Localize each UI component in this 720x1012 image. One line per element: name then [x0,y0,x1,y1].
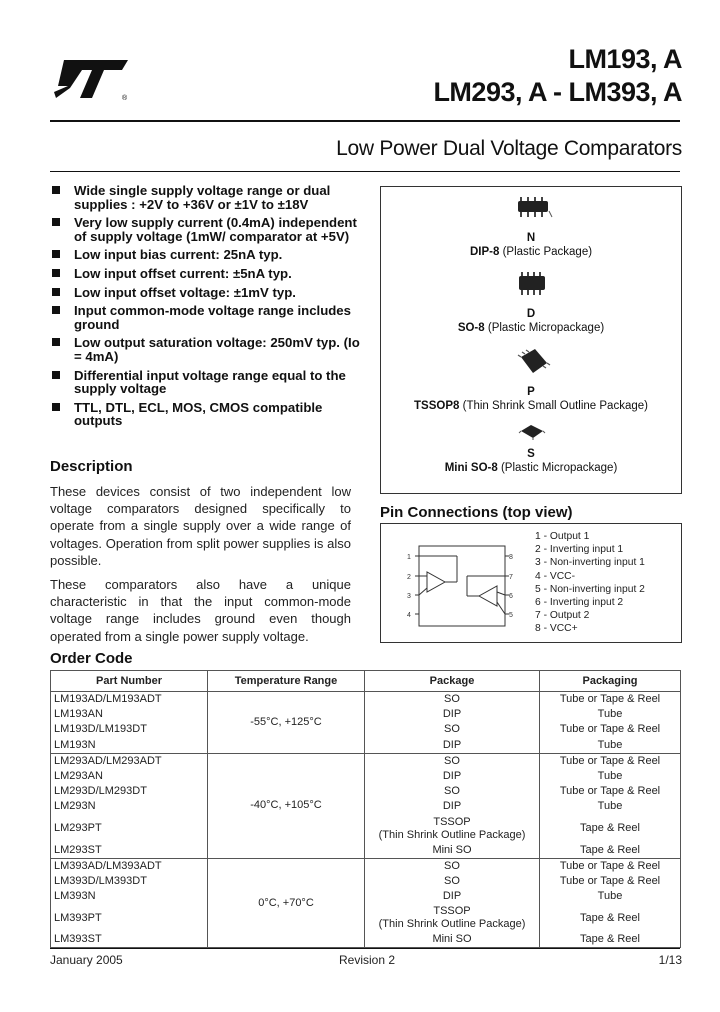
pin-connections-box [380,523,682,643]
tssop8-chip-icon [517,347,551,377]
description-body [50,483,351,652]
svg-text:7: 7 [509,574,513,581]
page-subtitle: Low Power Dual Voltage Comparators [336,137,682,160]
package-box [380,186,682,494]
order-code-table [50,670,681,948]
svg-text:®: ® [122,95,128,102]
pin-item: 5 - Non-inverting input 2 [535,583,645,595]
bullet-square-icon [52,371,60,379]
table-row: LM193D/LM193DT SO Tube or Tape & Reel [51,722,681,737]
svg-text:8: 8 [509,554,513,561]
table-row: LM393ST Mini SO Tape & Reel [51,932,681,948]
pin-item: 7 - Output 2 [535,610,590,622]
svg-text:6: 6 [509,593,513,600]
table-row: LM193N DIP Tube [51,738,681,754]
title-rule [50,120,680,122]
table-row: LM293N DIP Tube [51,799,681,814]
pin-list [535,530,645,636]
subtitle-rule [50,171,680,172]
temperature-range-cell: -40°C, +105°C [208,753,365,858]
order-code-heading: Order Code [50,650,133,667]
bullet-square-icon [52,218,60,226]
feature-item: Input common-mode voltage range includes ground [50,304,370,331]
table-row: LM193AN DIP Tube [51,707,681,722]
description-paragraph: These devices consist of two independent low voltage comparators designed specifically to operate from a single supply over a wide range of voltages. Operation from split power supplies is also possible. [50,484,351,568]
package-minisom8: S Mini SO-8 (Plastic Micropackage) [444,448,618,474]
package-dip8: N DIP-8 (Plastic Package) [469,232,593,258]
bullet-square-icon [52,186,60,194]
temperature-range-cell: 0°C, +70°C [208,858,365,948]
table-row: LM293AD/LM293ADT -40°C, +105°C SO Tube or Tape & Reel [51,753,681,769]
description-heading: Description [50,458,133,475]
bullet-square-icon [52,288,60,296]
dip8-chip-icon [515,195,553,219]
temperature-range-cell: -55°C, +125°C [208,692,365,754]
footer-date: January 2005 [50,953,123,967]
table-row: LM293ST Mini SO Tape & Reel [51,843,681,859]
title-line-2: LM293, A - LM393, A [433,77,682,107]
pin-item: 1 - Output 1 [535,531,590,542]
table-row: LM293D/LM293DT SO Tube or Tape & Reel [51,784,681,799]
feature-item: Low input offset current: ±5nA typ. [50,267,370,281]
svg-text:5: 5 [509,612,513,619]
pin-item: 4 - VCC- [535,570,576,582]
package-so8: D SO-8 (Plastic Micropackage) [457,308,605,334]
st-logo-icon [52,52,132,102]
feature-list [50,184,370,433]
feature-item: Low input bias current: 25nA typ. [50,248,370,262]
bullet-square-icon [52,403,60,411]
feature-item: Low input offset voltage: ±1mV typ. [50,286,370,300]
title-line-1: LM193, A [568,44,682,74]
column-header: Package [365,671,540,692]
table-row: LM193AD/LM193ADT -55°C, +125°C SO Tube or Tape & Reel [51,692,681,708]
pin-item: 2 - Inverting input 1 [535,544,624,556]
pin-item: 8 - VCC+ [535,623,578,635]
feature-item: Low output saturation voltage: 250mV typ. (Io = 4mA) [50,336,370,363]
table-row: LM393N DIP Tube [51,889,681,904]
table-header-row [51,671,681,692]
package-tssop8: P TSSOP8 (Thin Shrink Small Outline Package) [414,386,648,412]
table-row: LM393AD/LM393ADT 0°C, +70°C SO Tube or Tape & Reel [51,858,681,874]
pin-item: 3 - Non-inverting input 1 [535,557,645,569]
pin-item: 6 - Inverting input 2 [535,597,624,609]
footer-page-number: 1/13 [658,953,682,967]
bullet-square-icon [52,250,60,258]
table-row: LM393PT TSSOP (Thin Shrink Outline Package) Tape & Reel [51,904,681,932]
column-header: Temperature Range [208,671,365,692]
table-row: LM393D/LM393DT SO Tube or Tape & Reel [51,874,681,889]
feature-item: Differential input voltage range equal to the supply voltage [50,369,370,396]
table-row: LM293PT TSSOP (Thin Shrink Outline Package) Tape & Reel [51,815,681,843]
feature-item: TTL, DTL, ECL, MOS, CMOS compatible outputs [50,401,370,428]
feature-item: Wide single supply voltage range or dual supplies : +2V to +36V or ±1V to ±18V [50,184,370,211]
column-header: Part Number [51,671,208,692]
bullet-square-icon [52,269,60,277]
svg-text:2: 2 [407,574,411,581]
pin-connections-heading: Pin Connections (top view) [380,504,573,521]
bullet-square-icon [52,306,60,314]
st-logo [52,52,132,102]
pinout-diagram-icon [405,542,517,632]
column-header: Packaging [540,671,681,692]
footer-revision: Revision 2 [339,953,396,967]
feature-item: Very low supply current (0.4mA) independent of supply voltage (1mW/ comparator at +5V) [50,216,370,243]
description-paragraph: These comparators also have a unique characteristic in that the input common-mode voltage range includes ground even though operated from a single power supply voltage. [50,577,351,644]
svg-text:1: 1 [407,554,411,561]
svg-text:3: 3 [407,593,411,600]
table-row: LM293AN DIP Tube [51,769,681,784]
minisom8-chip-icon [517,423,547,441]
bullet-square-icon [52,338,60,346]
svg-text:4: 4 [407,612,411,619]
so8-chip-icon [515,271,549,297]
footer-rule [50,948,680,949]
